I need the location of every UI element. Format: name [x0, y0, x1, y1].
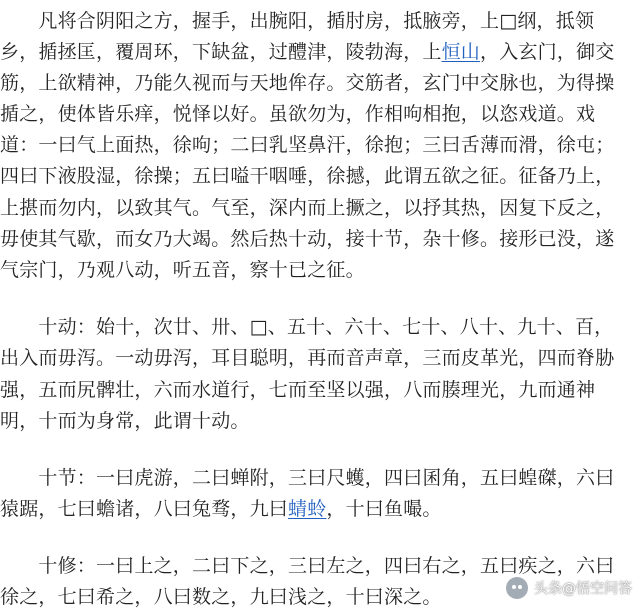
text-line: [0, 68, 640, 98]
text-segment: 气宗门，乃观八动，听五音，察十已之征。: [0, 259, 365, 281]
watermark: [506, 576, 632, 600]
text-segment: 上揕而勿内，以致其气。气至，深内而上撅之，以抒其热，因复下反之，: [0, 197, 615, 219]
text-line: [0, 375, 640, 405]
text-line: [0, 494, 640, 524]
text-line: [0, 463, 640, 493]
text-segment: 十修：一曰上之，二曰下之，三曰左之，四曰右之，五曰疾之，六曰: [0, 555, 615, 577]
text-segment: 毋使其气歇，而女乃大竭。然后热十动，接十节，杂十修。接形已没，遂: [0, 228, 615, 250]
text-segment: ，十曰鱼嘬。: [326, 498, 442, 520]
text-line: [0, 406, 640, 436]
text-segment: 揗之，使体皆乐痒，悦怿以好。虽欲勿为，作相呴相抱，以恣戏道。戏: [0, 103, 596, 125]
text-segment: 明，十而为身常，此谓十动。: [0, 410, 250, 432]
text-segment: 道：一曰气上面热，徐呴；二曰乳坚鼻汗，徐抱；三曰舌薄而滑，徐屯；: [0, 134, 615, 156]
text-segment: 强，五而尻髀壮，六而水道行，七而至坚以强，八而腠理光，九而通神: [0, 379, 596, 401]
text-segment: 徐之，七曰希之，八曰数之，九曰浅之，十曰深之。: [0, 586, 442, 608]
wukong-logo-icon: [506, 577, 528, 599]
text-line: [0, 193, 640, 223]
text-line: [0, 343, 640, 373]
text-segment: 筋，上欲精神，乃能久视而与天地侔存。交筋者，玄门中交脉也，为得操: [0, 72, 615, 94]
text-segment: ，入玄门，御交: [480, 41, 615, 63]
text-line: [0, 6, 640, 36]
text-line: [0, 255, 640, 285]
text-line: [0, 161, 640, 191]
keyword-link[interactable]: 蜻蛉: [288, 498, 327, 520]
text-segment: 猿踞，七曰蟾诸，八曰兔骛，九曰: [0, 498, 289, 520]
text-segment: 四曰下液股湿，徐操；五曰嗌干咽唾，徐撼，此谓五欲之征。征备乃上，: [0, 165, 615, 187]
watermark-text: 头条@悟空问答: [534, 581, 632, 597]
keyword-link[interactable]: 恒山: [441, 41, 481, 63]
text-line: [0, 37, 640, 67]
text-segment: 十节：一曰虎游，二曰蝉附，三曰尺蠖，四曰囷角，五曰蝗磔，六曰: [0, 467, 615, 489]
text-segment: 出入而毋泻。一动毋泻，耳目聪明，再而音声章，三而皮革光，四而脊胁: [0, 347, 615, 369]
text-segment: 乡，揗拯匡，覆周环，下缺盆，过醴津，陵勃海，上: [0, 41, 442, 63]
text-line: [0, 130, 640, 160]
text-line: [0, 99, 640, 129]
text-line: [0, 312, 640, 342]
text-segment: 十动：始十，次廿、卅、□、五十、六十、七十、八十、九十、百，: [0, 316, 614, 338]
text-line: [0, 224, 640, 254]
text-segment: 凡将合阴阳之方，握手，出腕阳，揗肘房，抵腋旁，上□纲，抵领: [0, 10, 595, 32]
